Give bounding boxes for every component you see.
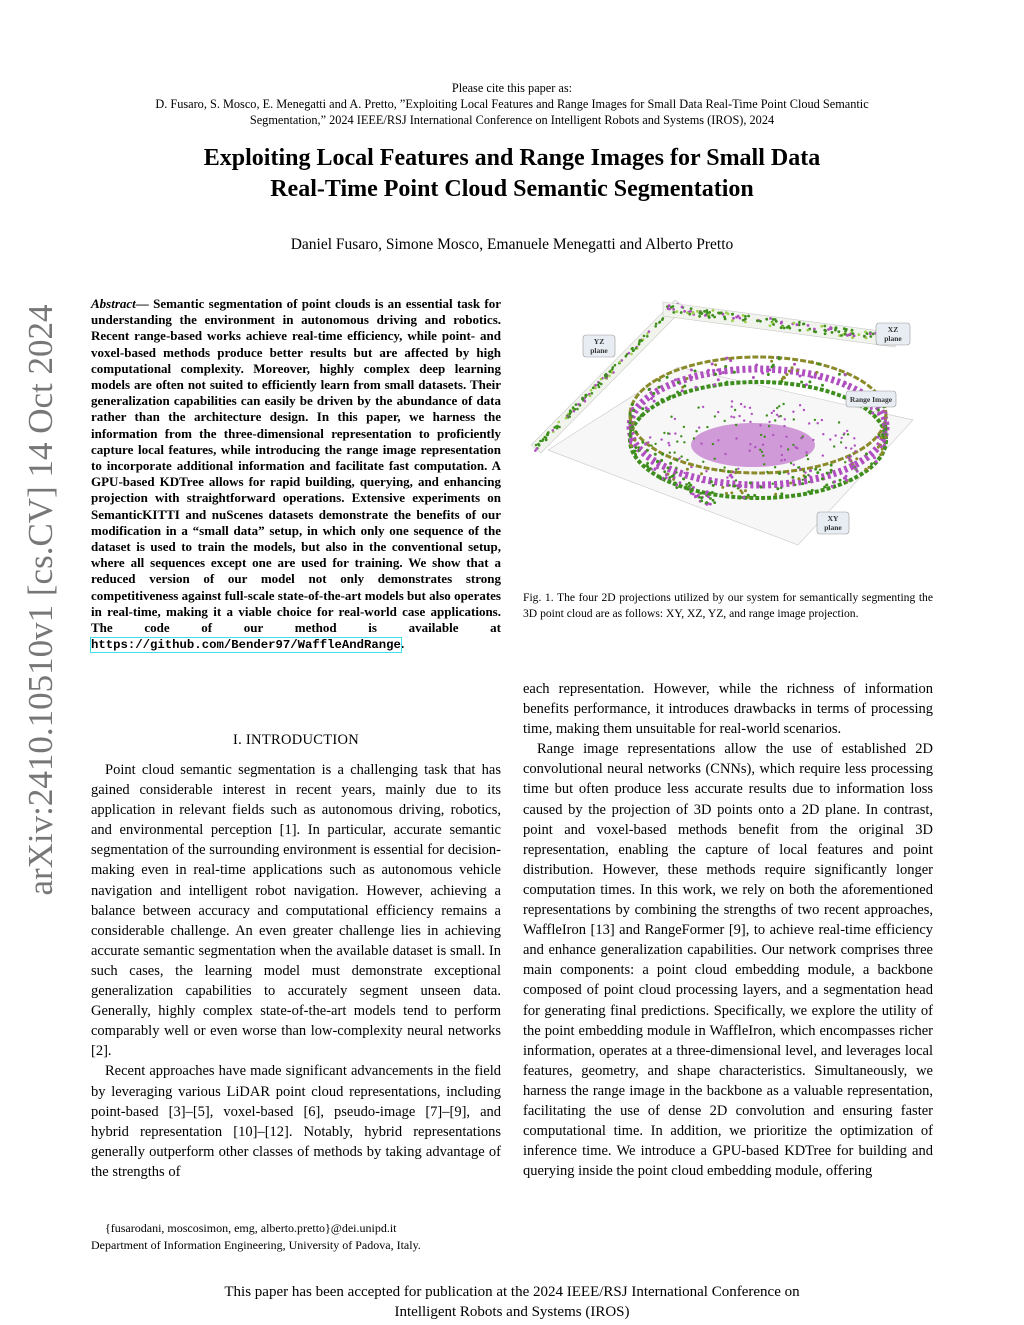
label-yz-text-2: plane: [590, 346, 608, 355]
title-line-2: Real-Time Point Cloud Semantic Segmentation: [270, 176, 754, 202]
label-yz-text-1: YZ: [593, 337, 605, 346]
footer-line-2: Intelligent Robots and Systems (IROS): [394, 1304, 630, 1320]
label-xz-text-1: XZ: [887, 325, 899, 334]
label-range-text: Range Image: [849, 395, 893, 404]
label-yz-plane: [583, 335, 615, 357]
label-xy-text-2: plane: [824, 523, 842, 532]
label-xz-plane: [876, 323, 910, 345]
publication-footer: [0, 1282, 1024, 1322]
right-column-body: [523, 679, 933, 1181]
footer-line-1: This paper has been accepted for publication at the 2024 IEEE/RSJ International Conference on: [224, 1284, 800, 1300]
abstract: [91, 296, 501, 653]
abstract-label: Abstract: [91, 296, 136, 311]
paper-title: [0, 143, 1024, 205]
right-paragraph-2: Range image representations allow the use of established 2D convolutional neural networks (CNNs), which require less processing time but often produce less accurate results due to information loss caused by the projection of 3D points onto a 2D plane. In contrast, point and voxel-based methods benefit from the original 3D representation, enabling the capture of local features and point distribution. However, these methods require significantly longer computation times. In this work, we rely on both the aforementioned representations by combining the strengths of two recent approaches, WaffleIron [13] and RangeFormer [9], to achieve real-time efficiency and enhance generalization capabilities. Our network comprises three main components: a point cloud embedding module, a backbone composed of point cloud processing layers, and a segmentation head for generating final predictions. Specifically, we explore the utility of the point embedding module in WaffleIron, which encompasses richer information, operates at a three-dimensional level, and leverages local features, geometry, and shape characteristics. Simultaneously, we harness the range image in the backbone as a valuable representation, facilitating the use of dense 2D convolution and ensuring faster computational time. In addition, we prioritize the optimization of inference time. We introduce a GPU-based KDTree for building and querying inside the point cloud embedding module, offering: [523, 741, 933, 1180]
figure-1-caption: Fig. 1. The four 2D projections utilized by our system for semantically segmenting the 3D point cloud are as follows: XY, XZ, YZ, and range image projection.: [523, 591, 933, 620]
affiliation-department: Department of Information Engineering, University of Padova, Italy.: [91, 1238, 421, 1252]
left-column-body: [91, 760, 501, 1182]
intro-paragraph-1: Point cloud semantic segmentation is a challenging task that has gained considerable interest in recent years, mainly due to its application in relevant fields such as autonomous driving, robotics, and environmental perception [1]. In particular, accurate semantic segmentation of the surrounding environment is essential for decision-making even in real-time applications such as autonomous vehicle navigation and intelligent robot navigation. However, achieving a balance between accuracy and computational efficiency remains a considerable challenge. An even greater challenge lies in achieving accurate semantic segmentation when the available dataset is small. In such cases, the learning model must demonstrate exceptional generalization capabilities to accurately segment unseen data. Generally, highly complex state-of-the-art models tend to perform comparably well or even worse than low-complexity neural networks [2].: [91, 762, 501, 1060]
citation-line-1: Please cite this paper as:: [451, 81, 573, 95]
label-xy-plane: [817, 512, 849, 534]
code-link[interactable]: https://github.com/Bender97/WaffleAndRange: [91, 638, 401, 653]
label-xz-text-2: plane: [884, 334, 902, 343]
abstract-text: Semantic segmentation of point clouds is an essential task for understanding the environment in autonomous driving and robotics. Recent range-based works achieve real-time efficiency, while point- and voxel-based methods produce better results but are affected by high computational complexity. Moreover, highly complex deep learning models are often not suited to efficiently learn from small datasets. Their generalization capabilities can easily be driven by the abundance of data rather than the architecture design. In this paper, we harness the information from the three-dimensional representation to proficiently capture local features, while introducing the range image representation to incorporate additional information and facilitate fast computation. A GPU-based KDTree allows for rapid building, querying, and enhancing projection with straightforward operations. Extensive experiments on SemanticKITTI and nuScenes datasets demonstrate the benefits of our modification in a “small data” setup, in which only one sequence of the dataset is used to train the models, but also in the conventional setup, where all sequences except one are used for training. We show that a reduced version of our model not only demonstrates strong competitiveness against full-scale state-of-the-art models but also operates in real-time, making it a viable choice for real-world case applications. The code of our method is available at: [91, 296, 501, 636]
intro-paragraph-2: Recent approaches have made significant advancements in the field by leveraging various LiDAR point cloud representations, including point-based [3]–[5], voxel-based [6], pseudo-image [7]–[9], and hybrid representation [10]–[12]. Notably, hybrid representations generally outperform other classes of methods by taking advantage of the strengths of: [91, 1063, 501, 1180]
author-list: Daniel Fusaro, Simone Mosco, Emanuele Menegatti and Alberto Pretto: [290, 236, 734, 253]
arxiv-side-stamp: arXiv:2410.10510v1 [cs.CV] 14 Oct 2024: [21, 304, 60, 896]
title-line-1: Exploiting Local Features and Range Images for Small Data: [203, 145, 821, 171]
citation-line-3: Segmentation,” 2024 IEEE/RSJ International Conference on Intelligent Robots and Systems (IROS), 2024: [249, 113, 775, 127]
xz-plane: [663, 302, 895, 347]
citation-line-2: D. Fusaro, S. Mosco, E. Menegatti and A. Pretto, ”Exploiting Local Features and Range Images for Small Data Real-Time Point Cloud Semantic: [155, 97, 869, 111]
right-paragraph-1: each representation. However, while the richness of information benefits performance, it introduces drawbacks in terms of processing time, making them unsuitable for real-world scenarios.: [523, 681, 933, 738]
ground-region: [691, 423, 815, 467]
figure-1-projections: [523, 295, 935, 585]
abstract-end: .: [400, 636, 405, 652]
citation-note: [0, 80, 1024, 128]
section-heading-introduction: I. INTRODUCTION: [232, 732, 360, 748]
label-range-image: [846, 391, 896, 407]
affiliation-footnote: [91, 1220, 501, 1254]
label-xy-text-1: XY: [827, 514, 839, 523]
affiliation-emails: {fusarodani, moscosimon, emg, alberto.pretto}@dei.unipd.it: [105, 1221, 397, 1235]
abstract-dash: —: [135, 296, 149, 311]
